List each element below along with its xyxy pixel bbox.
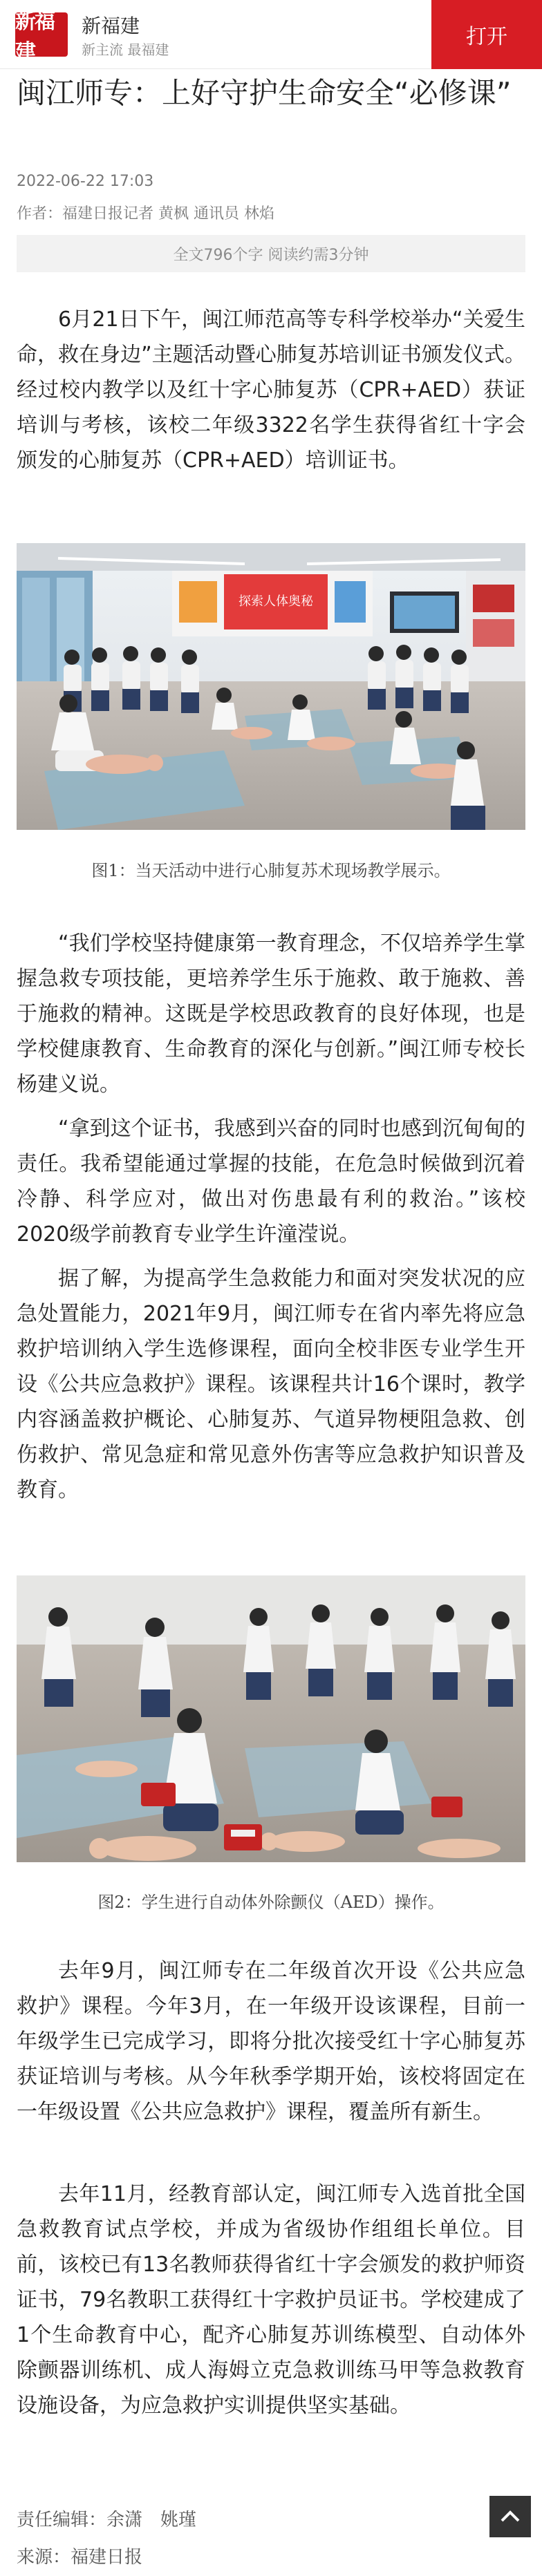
reading-stats-bar: 全文796个字 阅读约需3分钟 [17,235,525,272]
app-header [0,0,542,69]
cpr-demo-photo [17,543,525,830]
open-app-button[interactable]: 打开 [431,0,542,69]
article-paragraph-1: 6月21日下午，闽江师范高等专科学校举办“关爱生命，救在身边”主题活动暨心肺复苏培训证书颁发仪式。经过校内教学以及红十字心肺复苏（CPR+AED）获证培训与考核，该校二年级3322名学生获得省红十字会颁发的心肺复苏（CPR+AED）培训证书。 [17,307,525,473]
article-paragraph-4: 据了解，为提高学生急救能力和面对突发状况的应急处置能力，2021年9月，闽江师专在省内率先将应急救护培训纳入学生选修课程，面向全校非医专业学生开设《公共应急救护》课程。该课程共计16个课时，教学内容涵盖救护概论、心肺复苏、气道异物梗阻急救、创伤救护、常见急症和常见意外伤害等应急救护知识普及教育。 [17,1267,525,1502]
back-to-top-button[interactable] [489,2496,531,2537]
photo-caption-1: 图1：当天活动中进行心肺复苏术现场教学展示。 [91,861,451,880]
publish-date: 2022-06-22 17:03 [17,173,154,190]
photo1-banner-text: 探索人体奥秘 [239,594,313,609]
aed-training-photo [17,1575,525,1862]
article-paragraph-3: “拿到这个证书，我感到兴奋的同时也感到沉甸甸的责任。我希望能通过掌握的技能，在危急时候做到沉着冷静、科学应对，做出对伤患最有利的救治。”该校2020级学前教育专业学生许潼滢说。 [17,1117,525,1247]
app-slogan: 新主流 最福建 [82,41,169,58]
source-line: 来源：福建日报 [17,2547,143,2568]
photo-caption-2: 图2：学生进行自动体外除颤仪（AED）操作。 [97,1893,445,1912]
article-paragraph-6: 去年11月，经教育部认定，闽江师专入选首批全国急救教育试点学校，并成为省级协作组组长单位。目前，该校已有13名教师获得省红十字会颁发的救护师资证书，79名教职工获得红十字救护员证书。学校建成了1个生命教育中心，配齐心肺复苏训练模型、自动体外除颤器训练机、成人海姆立克急救训练马甲等急救教育设施设备，为应急救护实训提供坚实基础。 [17,2182,525,2418]
article-title: 闽江师专：上好守护生命安全“必修课” [17,76,512,110]
article-author: 作者：福建日报记者 黄枫 通讯员 林焰 [17,205,274,222]
article-photo-1[interactable] [17,543,525,830]
editor-line: 责任编辑：余潇 姚瑾 [17,2510,197,2530]
chevron-up-icon [498,2504,523,2529]
article-paragraph-2: “我们学校坚持健康第一教育理念，不仅培养学生掌握急救专项技能，更培养学生乐于施救、敢于施救、善于施救的精神。这既是学校思政教育的良好体现，也是学校健康教育、生命教育的深化与创新。”闽江师专校长杨建义说。 [17,931,525,1097]
article-photo-2[interactable] [17,1575,525,1862]
article-paragraph-5: 去年9月，闽江师专在二年级首次开设《公共应急救护》课程。今年3月，在一年级开设该课程，目前一年级学生已完成学习，即将分批次接受红十字心肺复苏获证培训与考核。从今年秋季学期开始，该校将固定在一年级设置《公共应急救护》课程，覆盖所有新生。 [17,1959,525,2124]
app-name: 新福建 [82,15,140,37]
app-logo[interactable]: 新福建 [15,12,68,57]
